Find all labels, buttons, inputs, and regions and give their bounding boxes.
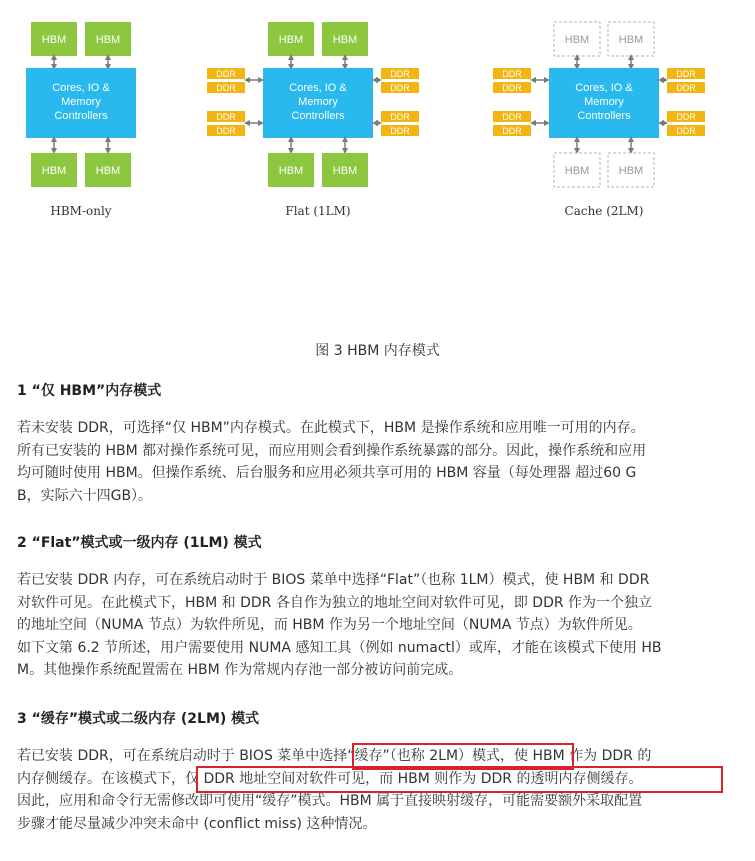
highlight-box-transparent-cache	[196, 766, 723, 793]
ddr-label: DDR	[390, 112, 410, 122]
section-paragraph-hbm-only	[17, 417, 739, 507]
hbm-label: HBM	[332, 165, 358, 177]
cpu-label: Cores, IO &	[575, 82, 633, 94]
cpu-label: Cores, IO &	[289, 82, 347, 94]
mode-label-flat: Flat (1LM)	[285, 204, 351, 218]
memory-modes-figure	[0, 0, 755, 225]
ddr-label: DDR	[390, 69, 410, 79]
ddr-label: DDR	[676, 69, 696, 79]
paragraph-line: 因此，应用和命令行无需修改即可使用“缓存”模式。HBM 属于直接映射缓存，可能需要额外采取配置	[17, 793, 643, 809]
cpu-label: Memory	[298, 96, 338, 108]
cpu-label: Controllers	[54, 110, 108, 122]
mode-label-cache: Cache (2LM)	[564, 204, 644, 218]
ddr-label: DDR	[502, 126, 522, 136]
paragraph-line: 均可随时使用 HBM。但操作系统、后台服务和应用必须共享可用的 HBM 容量（每处理器 超过60 G	[17, 465, 637, 481]
hbm-label: HBM	[564, 34, 590, 46]
paragraph-line: 的地址空间（NUMA 节点）为软件所见，而 HBM 作为另一个地址空间（NUMA 节点）为软件所见。	[17, 617, 642, 633]
cpu-label: Controllers	[291, 110, 345, 122]
paragraph-line: 内存侧缓存。在该模式下，仅 DDR 地址空间对软件可见，而 HBM 则作为 DDR 的透明内存侧缓存。	[17, 770, 643, 787]
ddr-label: DDR	[390, 83, 410, 93]
ddr-label: DDR	[216, 112, 236, 122]
hbm-label: HBM	[332, 34, 358, 46]
ddr-label: DDR	[502, 83, 522, 93]
section-heading-flat: 2 “Flat”模式或一级内存 (1LM) 模式	[17, 535, 262, 551]
paragraph-line: 若已安装 DDR，可在系统启动时于 BIOS 菜单中选择“缓存”（也称 2LM）模式，使 HBM 作为 DDR 的	[17, 748, 652, 764]
section-heading-cache: 3 “缓存”模式或二级内存 (2LM) 模式	[17, 711, 260, 727]
hbm-label: HBM	[564, 165, 590, 177]
section-paragraph-flat	[17, 569, 739, 682]
ddr-label: DDR	[502, 112, 522, 122]
hbm-label: HBM	[95, 34, 121, 46]
paragraph-line: 如下文第 6.2 节所述，用户需要使用 NUMA 感知工具（例如 numactl）或库，才能在该模式下使用 HB	[17, 639, 662, 656]
cpu-label: Memory	[584, 96, 624, 108]
ddr-label: DDR	[390, 126, 410, 136]
hbm-label: HBM	[618, 34, 644, 46]
section-heading-hbm-only: 1 “仅 HBM”内存模式	[17, 383, 162, 399]
ddr-label: DDR	[502, 69, 522, 79]
paragraph-line: 所有已安装的 HBM 都对操作系统可见，而应用则会看到操作系统暴露的部分。因此，操作系统和应用	[17, 442, 647, 459]
paragraph-line: B，实际六十四GB）。	[17, 487, 153, 504]
hbm-label: HBM	[41, 34, 67, 46]
ddr-label: DDR	[216, 83, 236, 93]
paragraph-line: 步骤才能尽量减少冲突未命中 (conflict miss) 这种情况。	[17, 815, 377, 832]
ddr-label: DDR	[216, 69, 236, 79]
cpu-label: Memory	[61, 96, 101, 108]
cpu-label: Controllers	[577, 110, 631, 122]
ddr-label: DDR	[676, 83, 696, 93]
hbm-label: HBM	[278, 165, 304, 177]
hbm-label: HBM	[41, 165, 67, 177]
cpu-label: Cores, IO &	[52, 82, 110, 94]
hbm-label: HBM	[618, 165, 644, 177]
paragraph-line: 对软件可见。在此模式下，HBM 和 DDR 各自作为独立的地址空间对软件可见，即 DDR 作为一个独立	[17, 594, 653, 611]
paragraph-line: 若未安装 DDR，可选择“仅 HBM”内存模式。在此模式下，HBM 是操作系统和应用唯一可用的内存。	[17, 420, 645, 436]
hbm-label: HBM	[95, 165, 121, 177]
hbm-label: HBM	[278, 34, 304, 46]
paragraph-line: 若已安装 DDR 内存，可在系统启动时于 BIOS 菜单中选择“Flat”（也称 1LM）模式，使 HBM 和 DDR	[17, 572, 650, 588]
ddr-label: DDR	[676, 126, 696, 136]
ddr-label: DDR	[676, 112, 696, 122]
ddr-label: DDR	[216, 126, 236, 136]
paragraph-line: M。其他操作系统配置需在 HBM 作为常规内存池一部分被访问前完成。	[17, 662, 463, 678]
figure-caption: 图 3 HBM 内存模式	[315, 343, 440, 359]
mode-label-hbm-only: HBM-only	[50, 204, 112, 218]
